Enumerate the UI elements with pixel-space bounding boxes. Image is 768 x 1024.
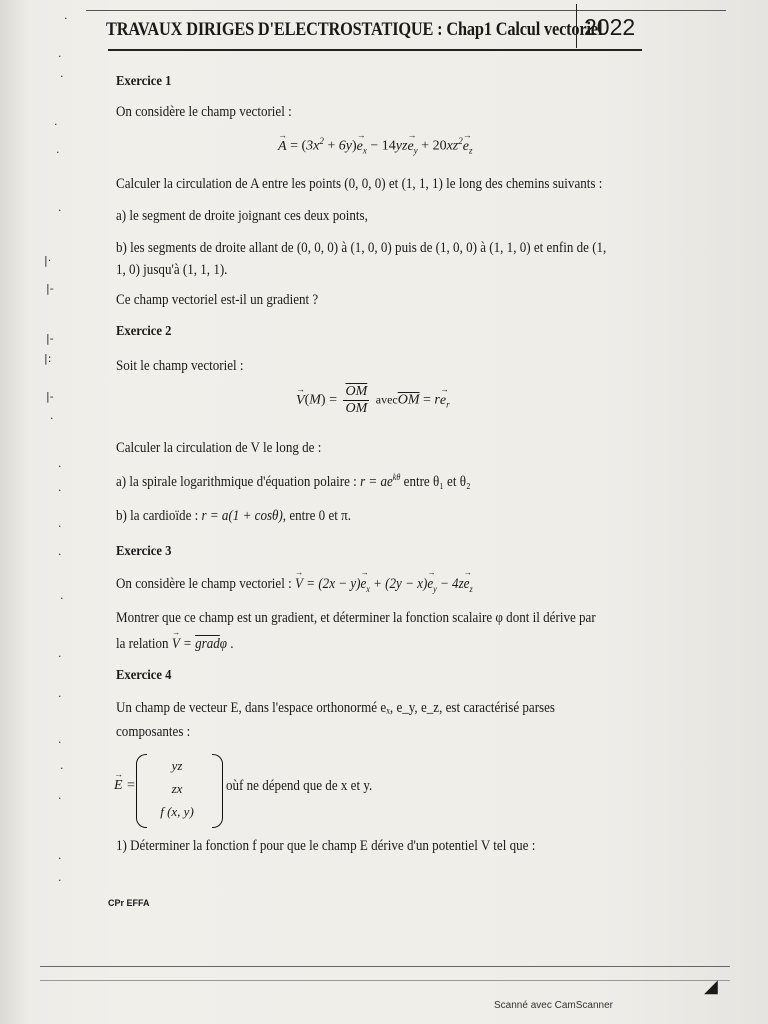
exercise-1-part-b-line1: b) les segments de droite allant de (0, 0, 0) à (1, 0, 0) puis de (1, 0, 0) à (1, 1, 0) et enfin de (1, (116, 240, 607, 256)
exercise-3-intro: On considère le champ vectoriel : → $V = (2x - y)\to e_x + (2y - x)\to e_y - 4z\to e_z$ (116, 576, 473, 594)
exercise-1-intro: On considère le champ vectoriel : (116, 104, 292, 120)
bottom-rule-2 (40, 980, 730, 981)
exercise-1-question-1: Calculer la circulation de A entre les points (0, 0, 0) et (1, 1, 1) le long des chemins suivants : (116, 176, 603, 192)
exercise-1-part-a: a) le segment de droite joignant ces deux points, (116, 208, 368, 224)
exercise-2-question: Calculer la circulation de V le long de : (116, 440, 322, 456)
exercise-4-matrix-tail: oùf ne dépend que de x et y. (226, 778, 373, 794)
exercise-2-part-a-tail: entre θ₁ et θ₂ (403, 473, 471, 490)
exercise-3-line-2-text: la relation (116, 636, 169, 652)
scanned-page: · · · · · · |· |- |- |: |- · · · · · · · · · · · · · TRAVAUX DIRIGES D'ELECTROSTATIQUE : Chap1 Calcul vectoriel 2022 Exercice 1 On considère le champ vectoriel : → $A = (3x^2 + 6y)\to e_x - 14yz\to e_y + 20xz^2\to e_z$ Calculer la circulation de A entre les points (0, 0, 0) et (1, 1, 1) le long des chemins suivants : a) le segment de droite joignant ces deux points, b) les segments de droite allant de (0, 0, 0) à (1, 0, 0) puis de (1, 0, 0) à (1, 1, 0) et enfin de (1, 1, 0) jusqu'à (1, 1, 1). Ce champ vectoriel est-il un gradient ? Exercice 2 Soit le champ vectoriel : → V(M) = $\frac{\overline{OM}}{OM}$ $avec\overline{OM} = r\to e_r$ Calculer la circulation de V le long de : a) la spirale logarithmique d'équation polaire : $r = ae^{k\theta}$ entre θ₁ et θ₂ b) la cardioïde : r = a(1 + cosθ), entre 0 et π. Exercice 3 On considère le champ vectoriel : → $V = (2x - y)\to e_x + (2y - x)\to e_y - 4z\to e_z$ Montrer que ce champ est un gradient, et déterminer la fonction scalaire φ dont il dérive par la relation → V = gradφ . Exercice 4 Un champ de vecteur E, dans l'espace orthonormé eₓ, e_y, e_z, est caractérisé parses composantes : → E = yz zx f (x, y) oùf ne dépend que de x et y. 1) Déterminer la fonction f pour que le champ E dérive d'un potentiel V tel que : CPr EFFA ◢ Scanné avec CamScanner (0, 0, 768, 1024)
matrix-right-paren (212, 754, 223, 828)
exercise-2-part-a: a) la spirale logarithmique d'équation polaire : $r = ae^{k\theta}$ entre θ₁ et θ₂ (116, 472, 471, 490)
header-separator (576, 4, 577, 48)
scanner-watermark: Scanné avec CamScanner (494, 1000, 613, 1011)
exercise-2-part-b-tail: , entre 0 et π. (282, 508, 351, 524)
exercise-4-title: Exercice 4 (116, 668, 172, 683)
exercise-2-part-b: b) la cardioïde : r = a(1 + cosθ), entre 0 et π. (116, 508, 351, 524)
page-header-year: 2022 (584, 14, 636, 40)
header-rule (108, 49, 642, 51)
matrix-row-2: zx (171, 781, 183, 796)
exercise-4-line-1: Un champ de vecteur E, dans l'espace orthonormé eₓ, e_y, e_z, est caractérisé parses (116, 700, 556, 716)
exercise-1-equation: → $A = (3x^2 + 6y)\to e_x - 14yz\to e_y + 20xz^2\to e_z$ (278, 136, 472, 155)
exercise-3-line-2: la relation → V = gradφ . (116, 636, 234, 653)
top-rule (86, 10, 726, 11)
scan-corner-mark: ◢ (704, 976, 718, 997)
exercise-1-question-2: Ce champ vectoriel est-il un gradient ? (116, 292, 319, 308)
exercise-2-part-a-text: a) la spirale logarithmique d'équation polaire : (116, 473, 357, 490)
exercise-1-part-b-line2: 1, 0) jusqu'à (1, 1, 1). (116, 262, 228, 278)
exercise-1-title: Exercice 1 (116, 74, 172, 89)
exercise-2-intro: Soit le champ vectoriel : (116, 358, 244, 374)
exercise-2-part-b-text: b) la cardioïde : (116, 508, 199, 524)
exercise-3-line-1: Montrer que ce champ est un gradient, et déterminer la fonction scalaire φ dont il dérive par (116, 610, 596, 626)
matrix-row-3: f (x, y) (160, 804, 194, 819)
exercise-3-intro-text: On considère le champ vectoriel : (116, 576, 292, 592)
exercise-4-question-1: 1) Déterminer la fonction f pour que le champ E dérive d'un potentiel V tel que : (116, 838, 536, 854)
page-header-title: TRAVAUX DIRIGES D'ELECTROSTATIQUE : Chap1 Calcul vectoriel (106, 19, 603, 40)
exercise-2-equation: → V(M) = $\frac{\overline{OM}}{OM}$ $avec\overline{OM} = r\to e_r$ (296, 384, 450, 417)
matrix-row-1: yz (171, 758, 183, 773)
bottom-rule (40, 966, 730, 967)
footer-author: CPr EFFA (108, 898, 150, 908)
scan-margin-marks: · · · · · · |· |- |- |: |- · · · · · · · · · · · · · (44, 12, 68, 887)
exercise-3-title: Exercice 3 (116, 544, 172, 559)
exercise-2-title: Exercice 2 (116, 324, 172, 339)
exercise-4-line-2: composantes : (116, 724, 191, 740)
